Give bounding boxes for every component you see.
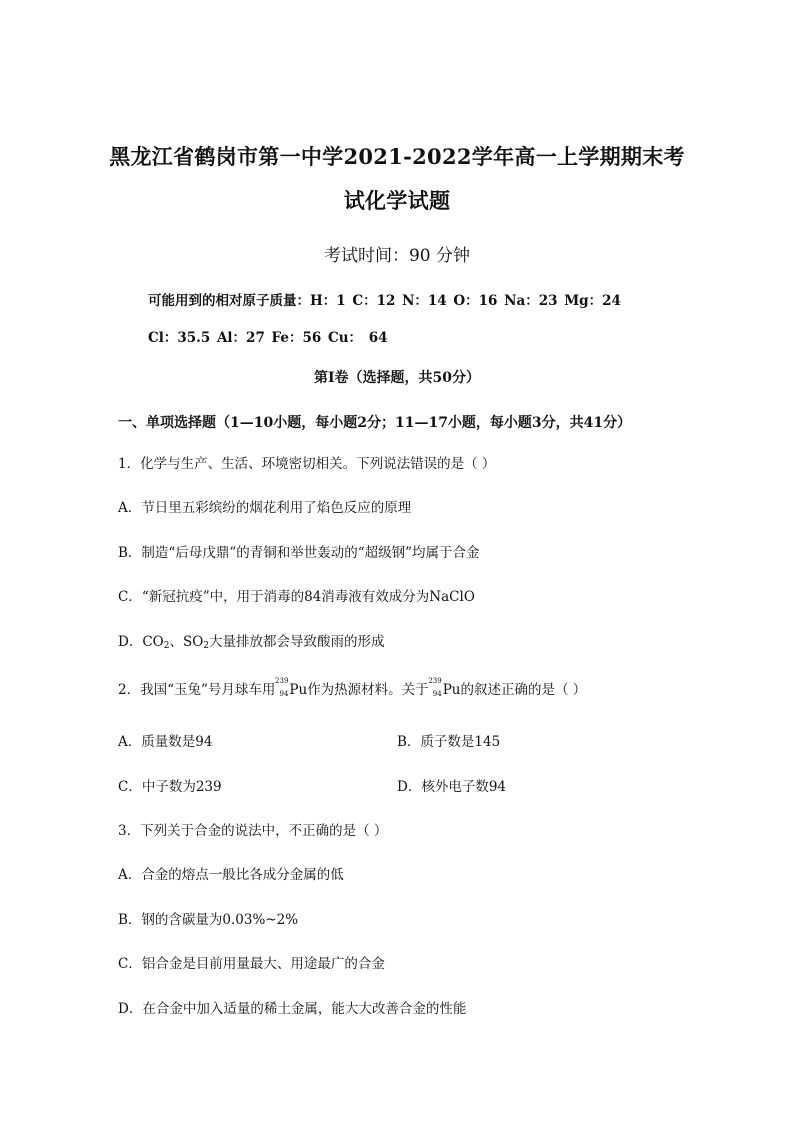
document-title-line2: 试化学试题	[343, 188, 451, 213]
option-d-mid: 、SO	[169, 634, 204, 650]
question-1-option-c: C．“新冠抗疫”中，用于消毒的84消毒液有效成分为NaClO	[118, 589, 475, 605]
question-2-option-b: B．质子数是145	[397, 734, 501, 750]
option-d-prefix: D．CO	[118, 634, 164, 650]
exam-time: 考试时间：90 分钟	[323, 246, 471, 266]
question-3-option-c: C．铝合金是目前用量最大、用途最广的合金	[118, 956, 385, 972]
question-1-option-d	[118, 630, 385, 651]
atomic-number: 94	[432, 690, 442, 698]
question-3-option-b: B．钢的含碳量为0.03%~2%	[118, 912, 299, 928]
co2-subscript: 2	[163, 641, 170, 651]
atomic-number: 94	[279, 690, 289, 698]
question-1-stem: 1．化学与生产、生活、环境密切相关。下列说法错误的是（ ）	[118, 456, 496, 472]
question-2-option-a: A．质量数是94	[118, 734, 213, 750]
document-title-line1: 黑龙江省鹤岗市第一中学2021-2022学年高一上学期期末考	[109, 144, 685, 169]
nuclide-notation	[275, 677, 289, 698]
atomic-masses-line2: Cl：35.5 Al：27 Fe：56 Cu： 64	[148, 330, 388, 346]
part1-heading: 第Ⅰ卷（选择题，共50分）	[313, 370, 481, 386]
atomic-masses-line1: 可能用到的相对原子质量：H：1 C：12 N：14 O：16 Na：23 Mg：24	[148, 293, 621, 309]
question-1-option-b: B．制造“后母戊鼎”的青铜和举世轰动的“超级钢”均属于合金	[118, 545, 480, 561]
section1-heading: 一、单项选择题（1—10小题，每小题2分；11—17小题，每小题3分，共41分）	[118, 415, 632, 431]
question-2-stem-part3: 的叙述正确的是（ ）	[460, 682, 587, 698]
question-3-option-d: D．在合金中加入适量的稀土金属，能大大改善合金的性能	[118, 1001, 467, 1017]
element-symbol: Pu	[289, 682, 308, 698]
question-3-stem: 3．下列关于合金的说法中，不正确的是（ ）	[118, 823, 388, 839]
question-3-option-a: A．合金的熔点一般比各成分金属的低	[118, 867, 344, 883]
question-2-option-c: C．中子数为239	[118, 779, 222, 795]
question-1-option-a: A．节日里五彩缤纷的烟花利用了焰色反应的原理	[118, 500, 412, 516]
mass-number: 239	[428, 677, 442, 685]
question-2-option-d: D．核外电子数94	[397, 779, 507, 795]
question-2-stem-part2: 作为热源材料。关于	[307, 682, 429, 698]
mass-number: 239	[275, 677, 289, 685]
option-d-suffix: 大量排放都会导致酸雨的形成	[209, 634, 385, 650]
so2-subscript: 2	[203, 641, 210, 651]
element-symbol: Pu	[442, 682, 461, 698]
question-2-stem-part1: 2．我国“玉兔”号月球车用	[118, 682, 276, 698]
nuclide-notation-2	[428, 677, 443, 698]
question-2-stem	[118, 678, 586, 698]
